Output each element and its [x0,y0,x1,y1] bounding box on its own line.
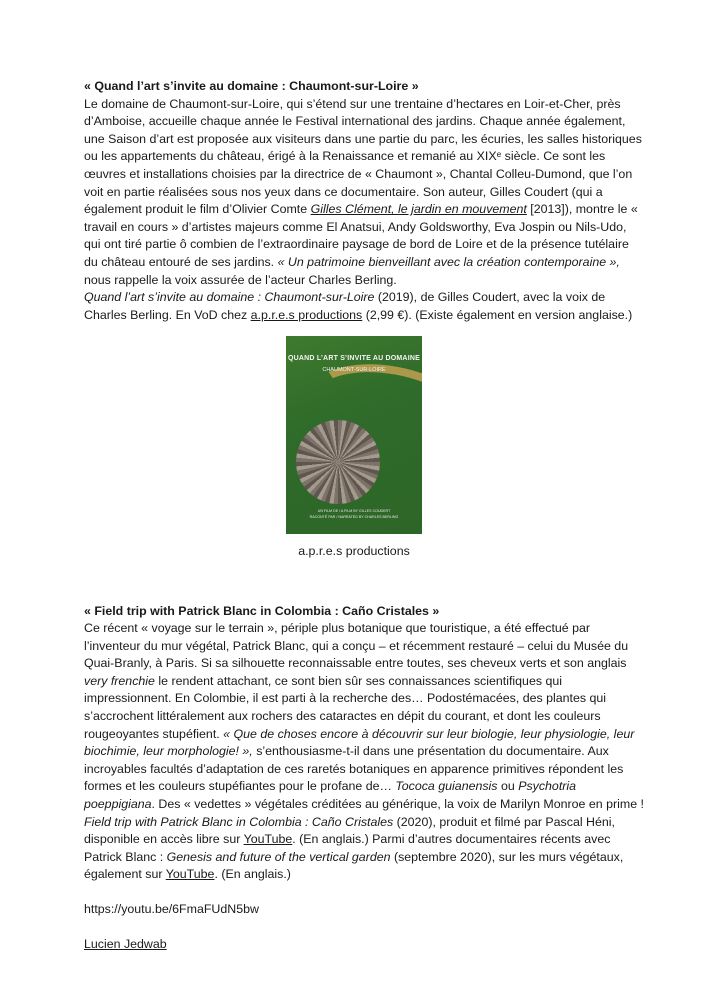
section1-credit [84,289,644,324]
section2-text-4: . Des « vedettes » végétales créditées au générique, la voix de Marilyn Monroe en prime ! [151,797,644,812]
section2-credit-text-4: . (En anglais.) [214,867,291,882]
spacer [84,884,644,901]
section2-text-2: le rendent attachant, ce sont bien sûr ses connaissances scientifiques qui impressionnent. En Colombie, il est parti à la recherche des… Podostémacées, des plantes qui s’accrochent littéralement aux rochers des cataractes en dépit du courant, et dont les couleurs rougeoyantes stupéfient. [84,673,607,741]
section2-title: « Field trip with Patrick Blanc in Colombia : Caño Cristales » [84,603,440,618]
section2-text-1: Ce récent « voyage sur le terrain », périple plus botanique que touristique, a été effectué par l’inventeur du mur végétal, Patrick Blanc, qui a conçu – et récemment restauré – celui du Musée du Quai-Branly, à Paris. Si sa silhouette reconnaissable entre toutes, ses cheveux verts et son anglais [84,621,629,671]
section1-credit-text-2: (2,99 €). (Existe également en version anglaise.) [362,307,633,322]
other-film-title: Genesis and future of the vertical garden [166,849,391,864]
document-page [84,78,644,953]
poster-credits-line2: RACONTÉ PAR / NARRATED BY CHARLES BERLING [309,515,399,520]
poster-subtitle: CHAUMONT-SUR-LOIRE [322,367,386,374]
section1-quote: « Un patrimoine bienveillant avec la création contemporaine », [277,254,620,269]
film-link[interactable]: Gilles Clément, le jardin en mouvement [310,202,527,217]
section1-title: « Quand l’art s’invite au domaine : Chaumont-sur-Loire » [84,79,419,93]
poster-figure [84,336,644,560]
section2-credit-text-2: . (En anglais.) Parmi d’autres documentaires récents avec Patrick Blanc : [84,832,611,864]
section2-quote: « Que de choses encore à découvrir sur leur biologie, leur physiologie, leur biochimie, leur morphologie! », [84,726,635,759]
section1-body [84,96,644,290]
section1-text-3: nous rappelle la voix assurée de l’acteur Charles Berling. [84,272,397,287]
section1-credit-text-1: (2019), de Gilles Coudert, avec la voix de Charles Berling. En VoD chez [84,290,606,322]
section2-text-3: s’enthousiasme-t-il dans une présentation du documentaire. Aux incroyables facultés d’adaptation de ces raretés botaniques en apparence primitives répondent les formes et les couleurs stupéfiantes pour le profane de… [84,744,624,794]
section2-credit-title: Field trip with Patrick Blanc in Colombia : Caño Cristales [84,814,394,829]
spacer [84,561,644,603]
poster-credits-line1: UN FILM DE / A FILM BY GILLES COUDERT [317,509,391,514]
section1-text-1: Le domaine de Chaumont-sur-Loire, qui s’étend sur une trentaine d’hectares en Loir-et-Cher, près d’Amboise, accueille chaque année le Festival international des jardins. Chaque année également, une Saison d’art est proposée aux visiteurs dans une partie du parc, les écuries, les salles historiques ou les appartements du château, érigé à la Renaissance et remanié au XIXᵉ siècle. Ce sont les œuvres et installations choisies par la directrice de « Chaumont », Chantal Colleu-Dumond, que l’on voit en partie réalisées sous nos yeux dans ce documentaire. Son auteur, Gilles Coudert (qui a également produit le film d’Olivier Comte [84,96,642,217]
section2-body [84,620,644,814]
author-name[interactable]: Lucien Jedwab [84,936,167,951]
poster-credits [286,508,422,520]
youtube-url[interactable]: https://youtu.be/6FmaFUdN5bw [84,902,259,916]
species-1: Tococa guianensis [395,779,498,794]
species-2: Psychotria poeppigiana [84,779,577,812]
poster-caption: a.p.r.e.s productions [298,543,410,558]
section2-credit [84,814,644,884]
section2-credit-text-1: (2020), produit et filmé par Pascal Héni, disponible en accès libre sur [84,814,615,847]
section1-text-2: [2013]), montre le « travail en cours » d’artistes majeurs comme El Anatsui, Andy Goldsworthy, Eva Jospin ou Nils-Udo, qui ont tiré partie ô combien de l’extraordinaire paysage de bord de Loire et de la présence tutélaire du château entouré de ses jardins. [84,202,638,269]
apres-link[interactable]: a.p.r.e.s productions [250,307,363,322]
spacer [84,919,644,936]
poster-spiral-artwork [296,420,380,504]
section1-credit-title: Quand l’art s’invite au domaine : Chaumont-sur-Loire [84,290,375,305]
youtube-link-1[interactable]: YouTube [243,832,293,847]
section2-credit-text-3: (septembre 2020), sur les murs végétaux, également sur [84,849,624,882]
very-frenchie: very frenchie [84,673,155,688]
section2-or: ou [497,779,519,794]
youtube-link-2[interactable]: YouTube [165,867,215,882]
poster-title: QUAND L’ART S’INVITE AU DOMAINE [288,355,420,363]
film-poster [286,336,422,534]
